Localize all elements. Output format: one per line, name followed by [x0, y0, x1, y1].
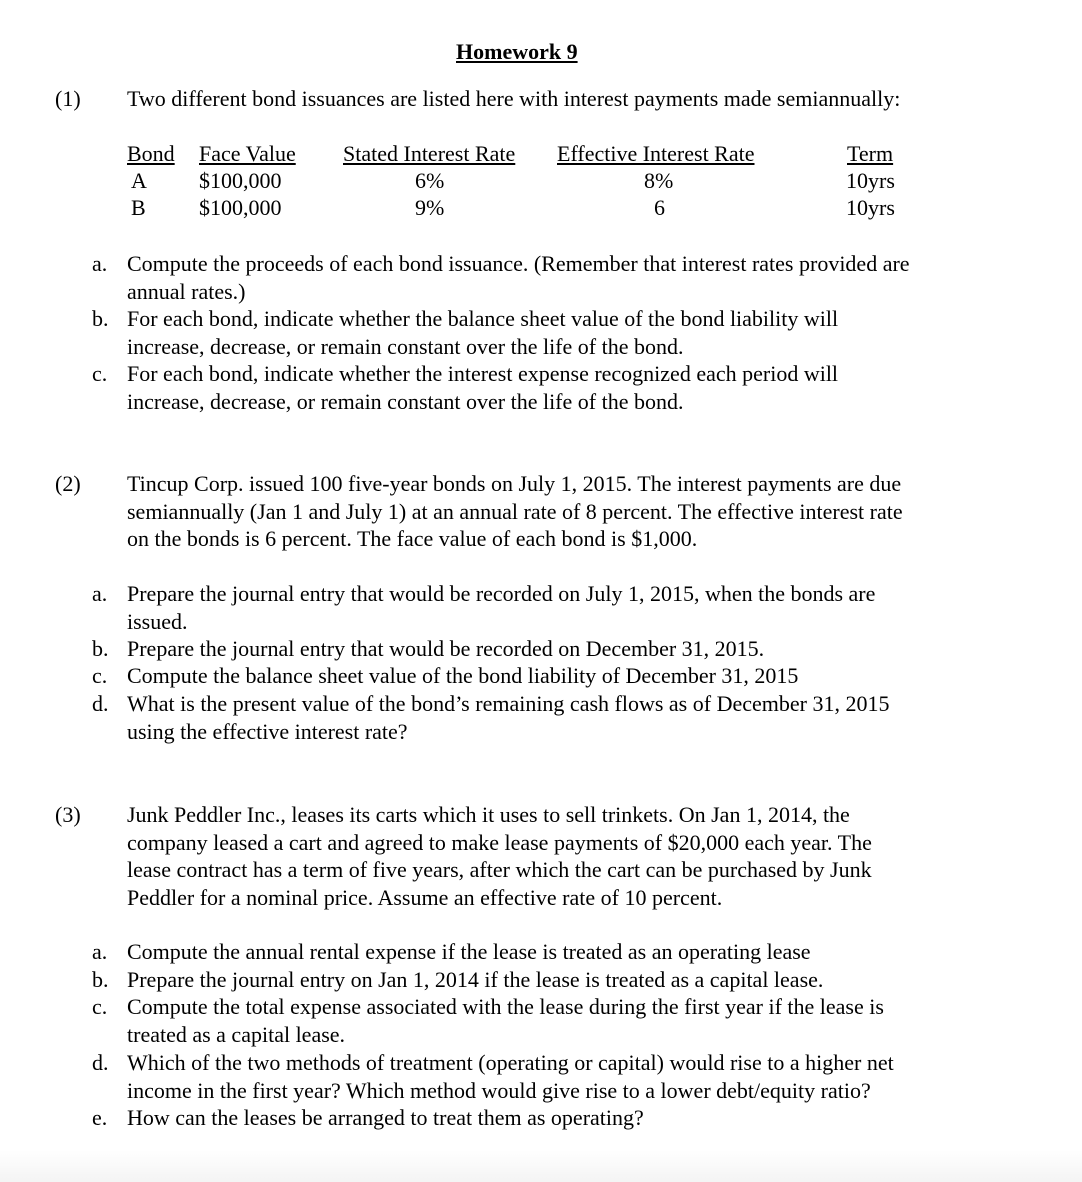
- item-line: using the effective interest rate?: [127, 718, 408, 744]
- item-letter: d.: [92, 1050, 109, 1075]
- item-line: income in the first year? Which method would give rise to a lower debt/equity ratio?: [127, 1077, 871, 1103]
- item-line: For each bond, indicate whether the interest expense recognized each period will: [127, 361, 839, 386]
- table-header-term: Term: [847, 141, 894, 166]
- question-3-number: (3): [55, 802, 81, 827]
- item-text: Prepare the journal entry on Jan 1, 2014 if the lease is treated as a capital lease.: [127, 967, 824, 992]
- paragraph-line: Tincup Corp. issued 100 five-year bonds on July 1, 2015. The interest payments are due: [127, 471, 902, 496]
- question-3-text: [127, 801, 872, 911]
- table-cell: 6: [654, 195, 665, 220]
- paragraph-line: lease contract has a term of five years, after which the cart can be purchased by Junk: [127, 857, 872, 882]
- item-line: Prepare the journal entry that would be recorded on July 1, 2015, when the bonds are: [127, 581, 876, 606]
- table-header-face-value: Face Value: [199, 141, 296, 166]
- question-2-number: (2): [55, 471, 81, 496]
- item-text: [127, 580, 1007, 635]
- item-letter: c.: [92, 361, 108, 386]
- table-cell: 8%: [644, 168, 674, 193]
- item-letter: b.: [92, 967, 109, 992]
- item-letter: b.: [92, 636, 109, 661]
- item-text: Compute the balance sheet value of the bond liability of December 31, 2015: [127, 663, 799, 688]
- item-text: [127, 993, 1007, 1048]
- item-letter: e.: [92, 1105, 108, 1130]
- item-letter: c.: [92, 663, 108, 688]
- item-letter: b.: [92, 306, 109, 331]
- question-1-number: (1): [55, 86, 81, 111]
- item-line: increase, decrease, or remain constant over the life of the bond.: [127, 388, 684, 414]
- paragraph-line: Peddler for a nominal price. Assume an effective rate of 10 percent.: [127, 884, 723, 910]
- table-cell: 10yrs: [846, 195, 895, 220]
- paragraph-line: company leased a cart and agreed to make lease payments of $20,000 each year. The: [127, 829, 872, 855]
- item-letter: d.: [92, 691, 109, 716]
- item-line: annual rates.): [127, 278, 246, 304]
- item-line: increase, decrease, or remain constant over the life of the bond.: [127, 333, 684, 359]
- item-text: Compute the annual rental expense if the lease is treated as an operating lease: [127, 939, 811, 964]
- item-text: How can the leases be arranged to treat them as operating?: [127, 1105, 644, 1130]
- table-cell: 10yrs: [846, 168, 895, 193]
- item-line: treated as a capital lease.: [127, 1021, 346, 1047]
- table-header-bond: Bond: [127, 141, 175, 166]
- paragraph-line: semiannually (Jan 1 and July 1) at an annual rate of 8 percent. The effective interest rate: [127, 498, 903, 524]
- item-letter: a.: [92, 251, 108, 276]
- item-letter: c.: [92, 994, 108, 1019]
- item-text: [127, 360, 1007, 415]
- question-2-text: [127, 470, 903, 553]
- paragraph-line: Junk Peddler Inc., leases its carts which it uses to sell trinkets. On Jan 1, 2014, the: [127, 802, 850, 827]
- item-line: What is the present value of the bond’s remaining cash flows as of December 31, 2015: [127, 691, 890, 716]
- item-letter: a.: [92, 939, 108, 964]
- item-letter: a.: [92, 581, 108, 606]
- item-line: Compute the proceeds of each bond issuance. (Remember that interest rates provided are: [127, 251, 910, 276]
- paragraph-line: on the bonds is 6 percent. The face value of each bond is $1,000.: [127, 526, 698, 551]
- table-cell: $100,000: [199, 195, 282, 220]
- item-line: For each bond, indicate whether the balance sheet value of the bond liability will: [127, 306, 839, 331]
- table-cell: 6%: [415, 168, 445, 193]
- page-title: Homework 9: [456, 39, 578, 64]
- item-text: [127, 250, 1007, 305]
- item-line: Compute the total expense associated with the lease during the first year if the lease is: [127, 994, 884, 1019]
- table-cell: $100,000: [199, 168, 282, 193]
- item-text: [127, 305, 1007, 360]
- table-header-effective-rate: Effective Interest Rate: [557, 141, 755, 166]
- page-bottom-shade: [0, 1150, 1082, 1182]
- item-text: [127, 690, 1007, 745]
- table-cell: 9%: [415, 195, 445, 220]
- item-line: Which of the two methods of treatment (operating or capital) would rise to a higher net: [127, 1050, 894, 1075]
- table-header-stated-rate: Stated Interest Rate: [343, 141, 516, 166]
- item-line: issued.: [127, 608, 188, 634]
- item-text: Prepare the journal entry that would be recorded on December 31, 2015.: [127, 636, 765, 661]
- item-text: [127, 1049, 1007, 1104]
- table-cell: A: [131, 168, 147, 193]
- table-cell: B: [131, 195, 146, 220]
- question-1-intro: Two different bond issuances are listed here with interest payments made semiannually:: [127, 86, 901, 111]
